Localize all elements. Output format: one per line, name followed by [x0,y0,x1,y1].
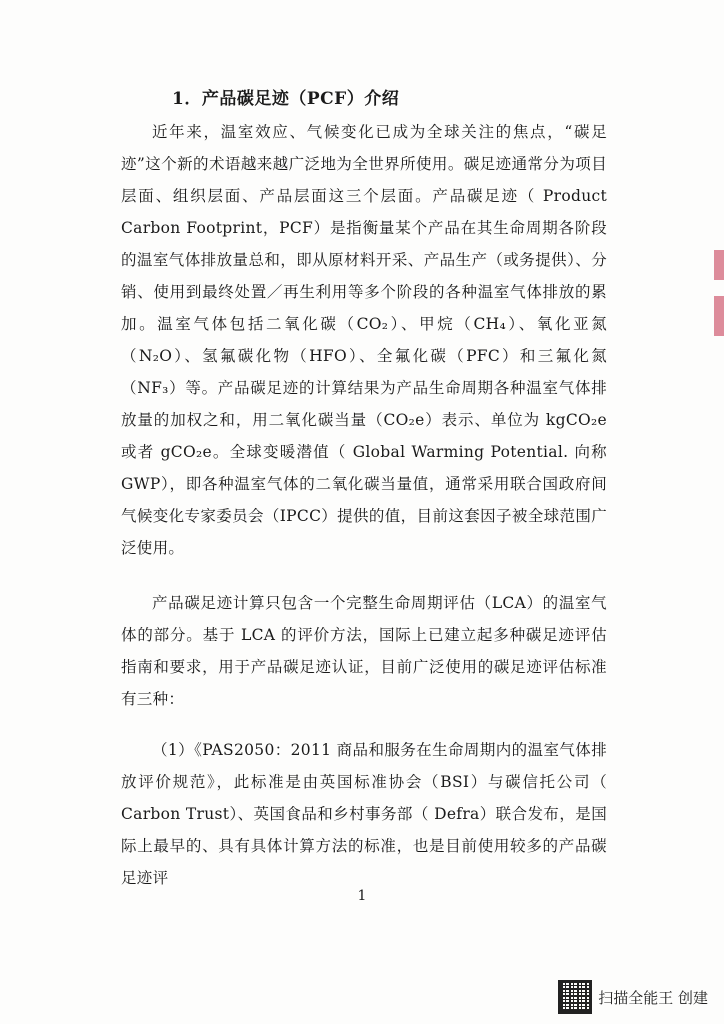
page-number: 1 [357,888,367,904]
watermark-text: 扫描全能王 创建 [598,988,708,1007]
qr-code-icon [558,980,592,1014]
edge-mark-top [714,250,724,280]
paragraph-pas2050: （1）《PAS2050：2011 商品和服务在生命周期内的温室气体排放评价规范》，此标准是由英国标准协会（BSI）与碳信托公司（ Carbon Trust）、英国食品和乡村事务部（ Defra）联合发布，是国际上最早的、具有具体计算方法的标准，也是目前使用较多的产品碳足迹评 [121,741,607,887]
paragraph-lca: 产品碳足迹计算只包含一个完整生命周期评估（LCA）的温室气体的部分。基于 LCA 的评价方法，国际上已建立起多种碳足迹评估指南和要求，用于产品碳足迹认证，目前广泛使用的碳足迹评估标准有三种： [121,594,607,708]
section-heading: 1．产品碳足迹（PCF）介绍 [172,89,400,109]
edge-mark-middle [714,296,724,336]
paragraph-intro: 近年来，温室效应、气候变化已成为全球关注的焦点，“碳足迹”这个新的术语越来越广泛地为全世界所使用。碳足迹通常分为项目层面、组织层面、产品层面这三个层面。产品碳足迹（ Product Carbon Footprint，PCF）是指衡量某个产品在其生命周期各阶段的温室气体排放量总和，即从原材料开采、产品生产（或务提供）、分销、使用到最终处置／再生利用等多个阶段的各种温室气体排放的累加。温室气体包括二氧化碳（CO₂）、甲烷（CH₄）、氧化亚氮（N₂O）、氢氟碳化物（HFO）、全氟化碳（PFC）和三氟化氮（NF₃）等。产品碳足迹的计算结果为产品生命周期各种温室气体排放量的加权之和，用二氧化碳当量（CO₂e）表示、单位为 kgCO₂e 或者 gCO₂e。全球变暖潜值（ Global Warming Potential. 向称 GWP），即各种温室气体的二氧化碳当量值，通常采用联合国政府间气候变化专家委员会（IPCC）提供的值，目前这套因子被全球范围广泛使用。 [121,123,607,557]
scanner-watermark [558,980,708,1014]
